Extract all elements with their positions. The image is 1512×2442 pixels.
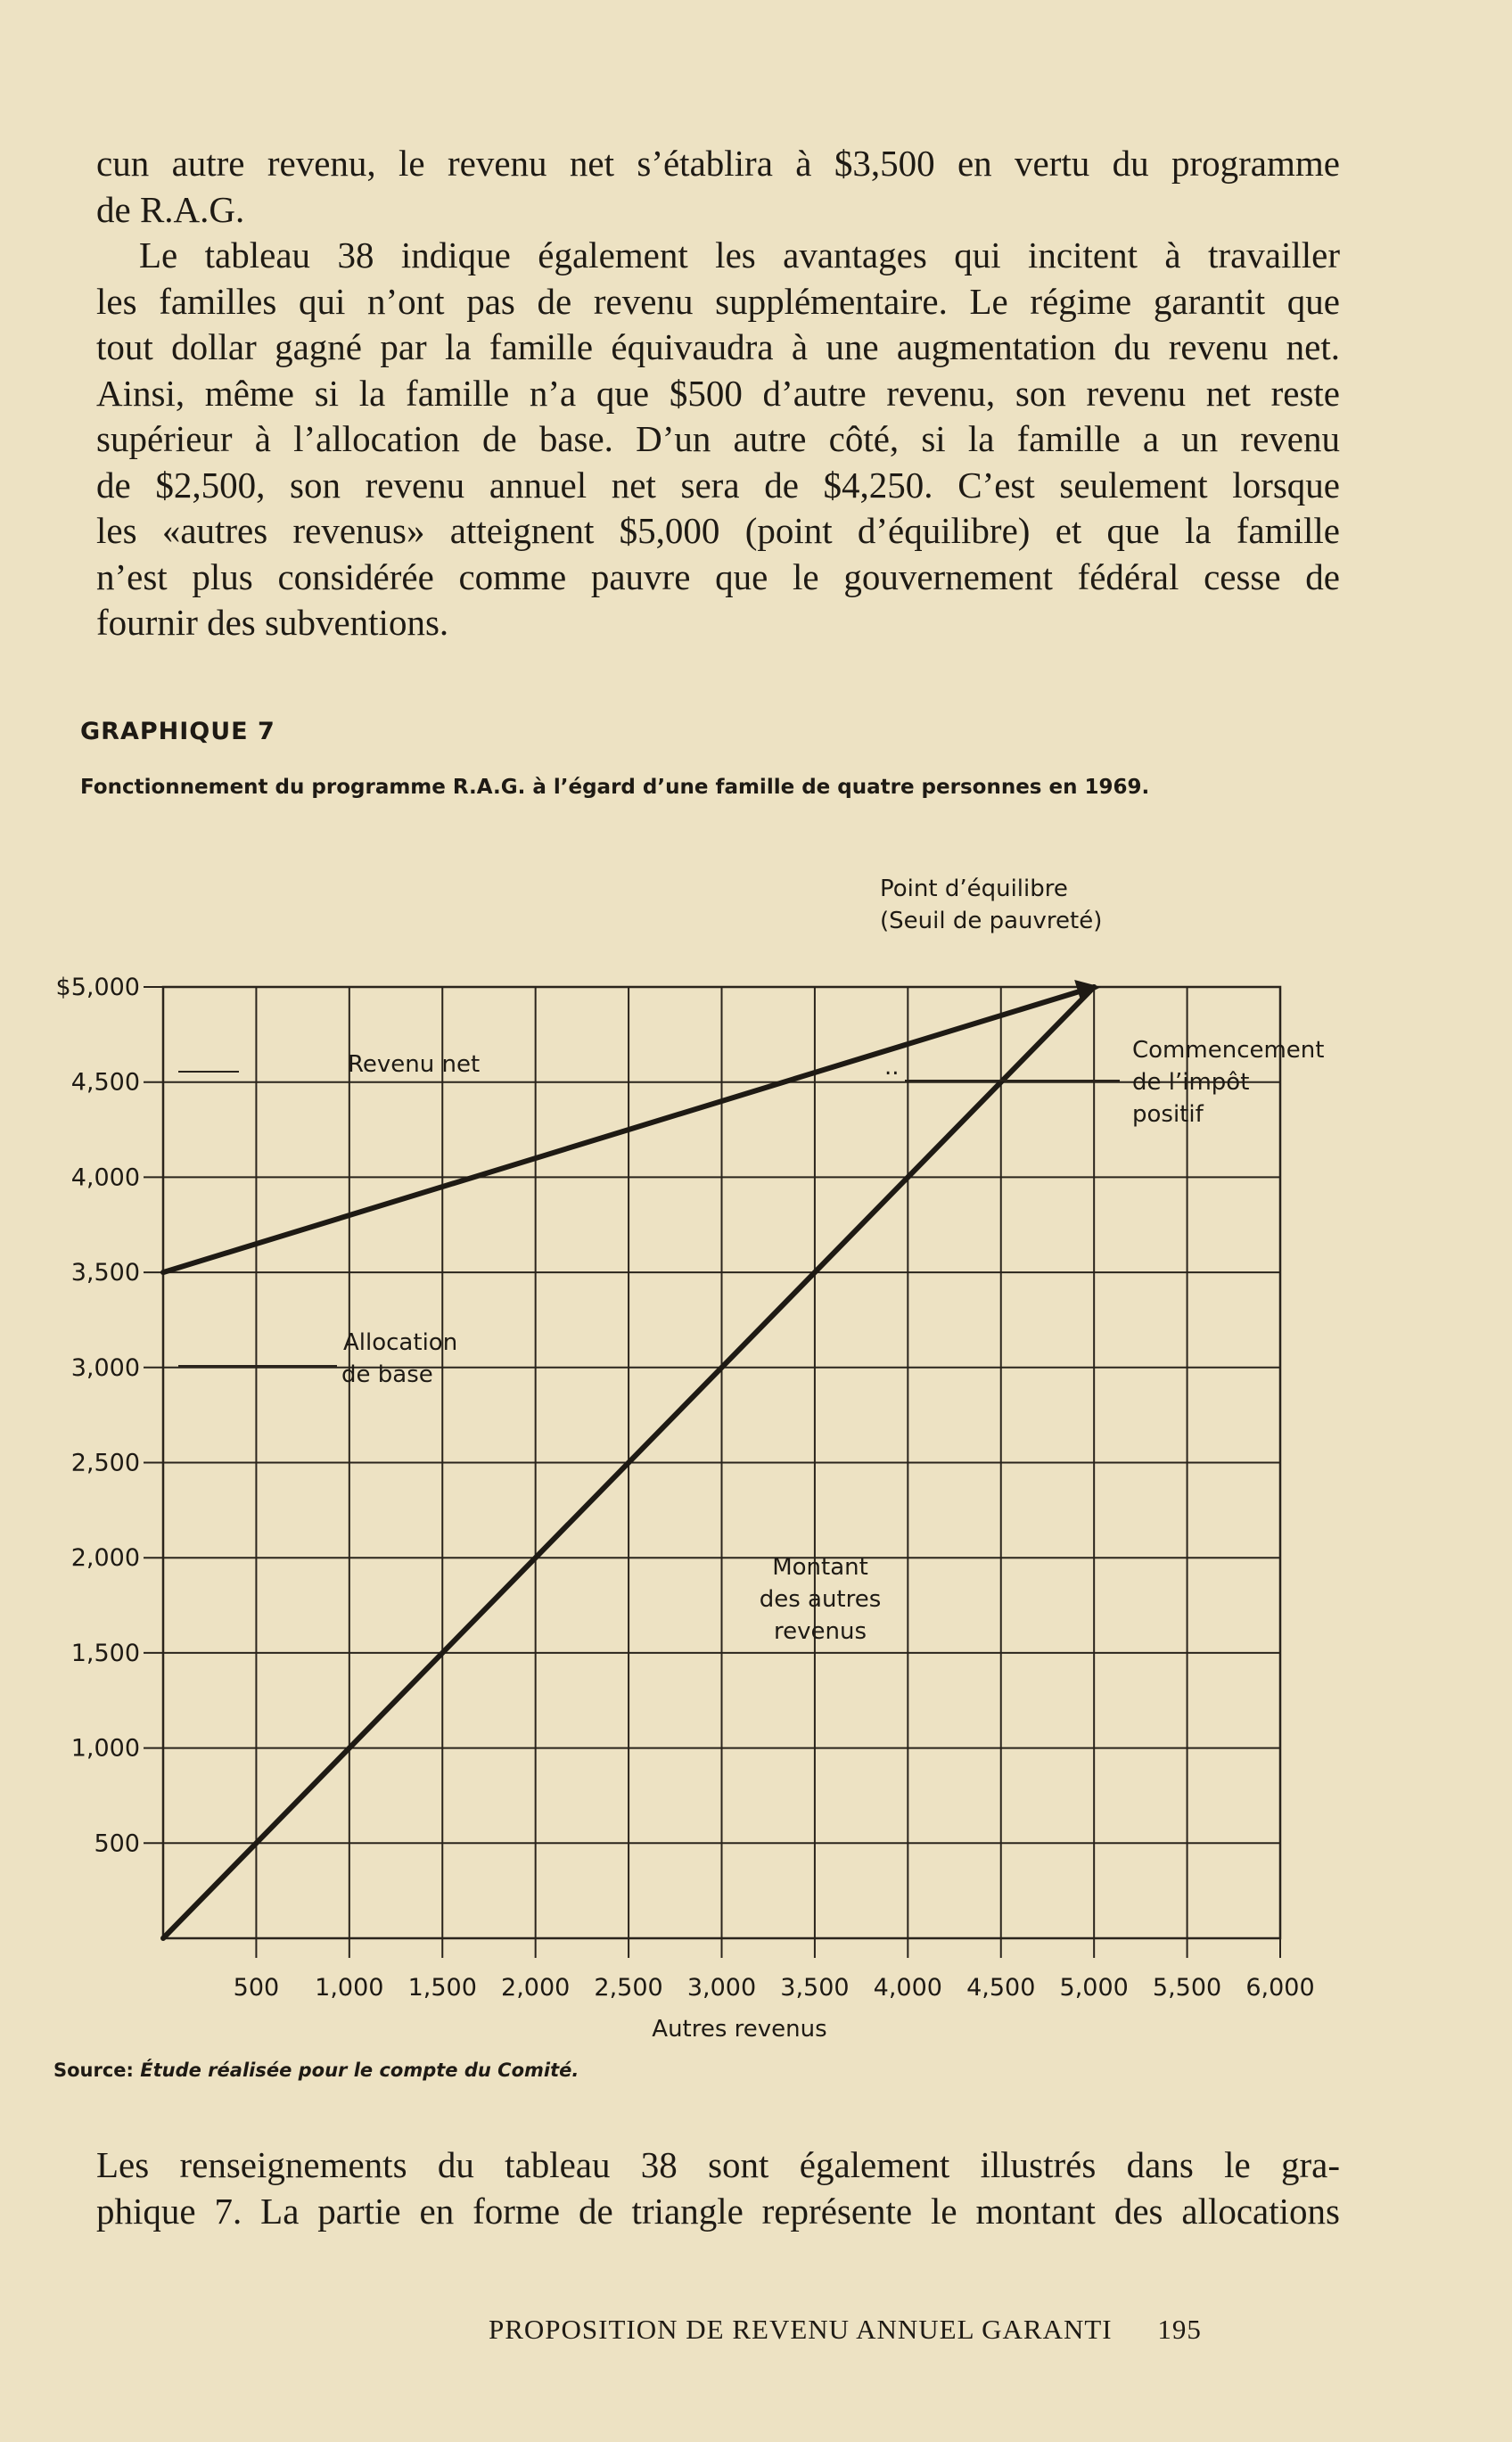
- text-line: cun autre revenu, le revenu net s’établira à $3,500 en vertu du programme: [96, 143, 1340, 184]
- annotation-revenu-net: Revenu net: [348, 1051, 481, 1078]
- annotation-equilibre: Point d’équilibre: [880, 876, 1068, 902]
- source-text: Étude réalisée pour le compte du Comité.: [140, 2060, 579, 2081]
- annotation-impot: positif: [1132, 1101, 1204, 1128]
- annotation-allocation: de base: [341, 1361, 433, 1388]
- x-tick-label: 1,000: [315, 1974, 384, 2002]
- x-tick-label: 4,500: [966, 1974, 1036, 2002]
- text-line: supérieur à l’allocation de base. D’un autre côté, si la famille a un revenu: [96, 418, 1340, 459]
- text-line: fournir des subventions.: [96, 602, 449, 643]
- paragraph-bottom: [96, 2142, 1340, 2234]
- y-tick-label: 2,000: [70, 1544, 140, 1573]
- annotation-montant: Montant: [772, 1554, 868, 1581]
- annotation-montant: des autres: [759, 1586, 882, 1613]
- paragraph-top: [96, 141, 1340, 233]
- x-tick-label: 4,000: [873, 1974, 942, 2002]
- text-line: n’est plus considérée comme pauvre que le gouvernement fédéral cesse de: [96, 555, 1340, 597]
- y-tick-label: 1,000: [70, 1734, 140, 1763]
- x-axis-label: Autres revenus: [652, 2016, 827, 2043]
- text-line: les familles qui n’ont pas de revenu supplémentaire. Le régime garantit que: [96, 280, 1340, 322]
- y-tick-label: 3,500: [70, 1259, 140, 1287]
- figure-caption: Fonctionnement du programme R.A.G. à l’égard d’une famille de quatre personnes en 1969.: [80, 776, 1150, 799]
- text-line: de $2,500, son revenu annuel net sera de $4,250. C’est seulement lorsque: [96, 464, 1340, 506]
- x-tick-label: 2,000: [501, 1974, 571, 2002]
- x-tick-label: 5,500: [1152, 1974, 1222, 2002]
- chart-figure: [0, 856, 1512, 2051]
- y-tick-label: 4,500: [70, 1068, 140, 1097]
- text-line: Les renseignements du tableau 38 sont également illustrés dans le gra-: [96, 2144, 1340, 2185]
- annotation-impot: de l’impôt: [1132, 1069, 1250, 1096]
- y-tick-label: 4,000: [70, 1163, 140, 1192]
- text-line: les «autres revenus» atteignent $5,000 (point d’équilibre) et que la famille: [96, 510, 1340, 551]
- chart-axes: [56, 974, 1315, 2043]
- annotation-dots: ..: [884, 1054, 900, 1081]
- x-tick-label: 5,000: [1059, 1974, 1129, 2002]
- x-tick-label: 3,000: [686, 1974, 757, 2002]
- text-line: phique 7. La partie en forme de triangle représente le montant des allocations: [96, 2190, 1340, 2232]
- text-line: Ainsi, même si la famille n’a que $500 d’autre revenu, son revenu net reste: [96, 372, 1340, 414]
- y-tick-label: $5,000: [55, 974, 140, 1001]
- annotation-allocation: Allocation: [343, 1329, 458, 1356]
- figure-source: [53, 2060, 579, 2081]
- chart-series: [163, 980, 1101, 1938]
- running-title: PROPOSITION DE REVENU ANNUEL GARANTI: [489, 2314, 1113, 2345]
- text-line: de R.A.G.: [96, 188, 245, 230]
- text-line: tout dollar gagné par la famille équivaudra à une augmentation du revenu net.: [96, 326, 1340, 367]
- x-tick-label: 3,500: [780, 1974, 850, 2002]
- x-tick-label: 500: [233, 1974, 280, 2002]
- figure-label: GRAPHIQUE 7: [80, 718, 275, 745]
- y-tick-label: 500: [94, 1829, 140, 1858]
- x-tick-label: 6,000: [1245, 1974, 1315, 2002]
- y-tick-label: 3,000: [70, 1353, 140, 1382]
- x-tick-label: 1,500: [407, 1974, 477, 2002]
- chart-grid: [144, 987, 1280, 1958]
- page-footer: [489, 2314, 1202, 2346]
- y-tick-label: 1,500: [70, 1639, 140, 1667]
- y-tick-label: 2,500: [70, 1449, 140, 1477]
- x-tick-label: 2,500: [594, 1974, 663, 2002]
- annotation-impot: Commencement: [1132, 1037, 1325, 1064]
- annotation-montant: revenus: [774, 1618, 867, 1645]
- paragraph-incentive: [96, 233, 1340, 646]
- annotation-equilibre: (Seuil de pauvreté): [880, 908, 1103, 934]
- page-number: 195: [1157, 2314, 1202, 2345]
- source-label: Source:: [53, 2060, 134, 2081]
- text-line: Le tableau 38 indique également les avantages qui incitent à travailler: [139, 234, 1340, 275]
